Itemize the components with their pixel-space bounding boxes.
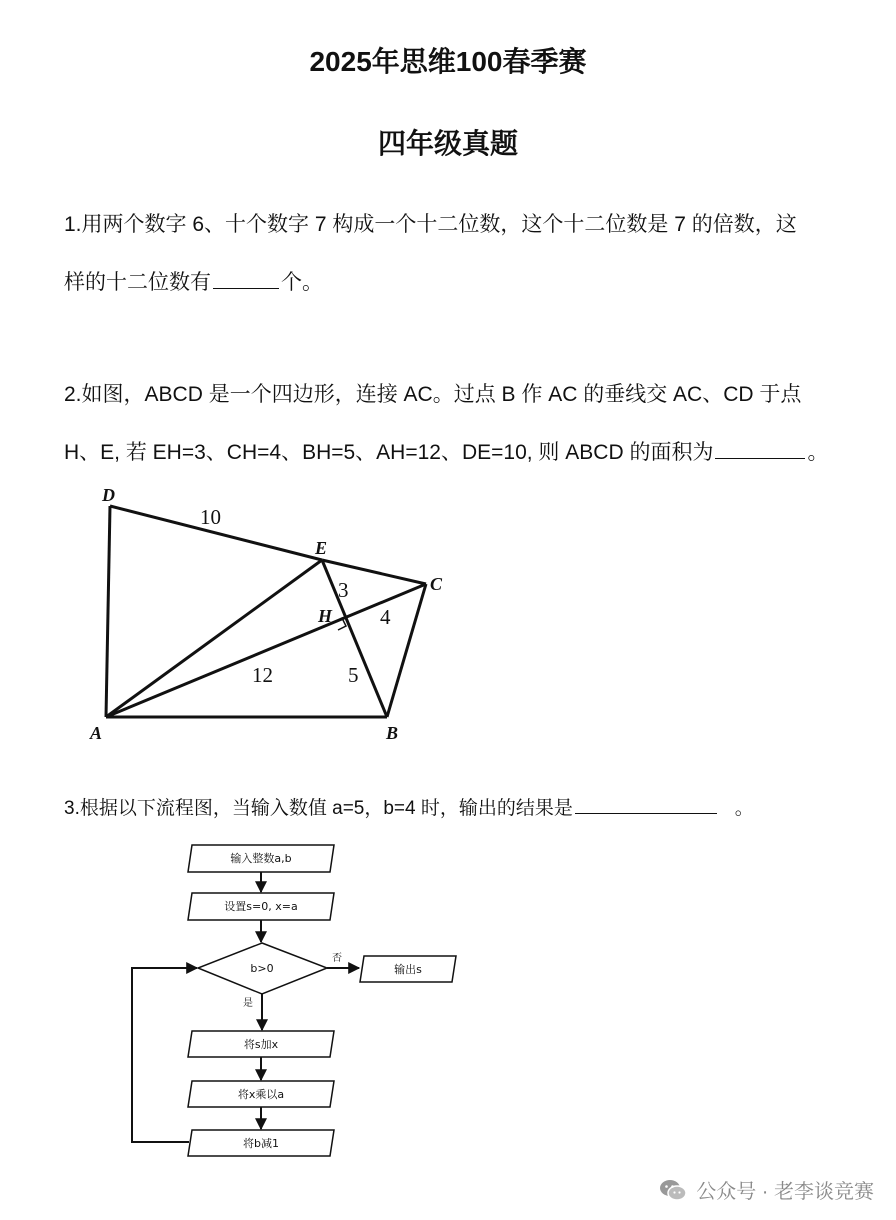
q2-line2-post: 。 bbox=[807, 441, 829, 464]
length-label-CH: 4 bbox=[380, 605, 391, 629]
q3-answer-blank bbox=[575, 793, 717, 814]
q3-text bbox=[64, 793, 754, 820]
flow-yes-label: 是 bbox=[243, 998, 253, 1009]
right-angle-mark bbox=[334, 618, 346, 630]
q3-text-pre: 3.根据以下流程图，当输入数值 a=5，b=4 时，输出的结果是 bbox=[64, 798, 573, 819]
point-label-C: C bbox=[430, 574, 443, 594]
flow-step2-text: 将x乘以a bbox=[237, 1088, 285, 1101]
watermark-text: 公众号 · 老李谈竞赛 bbox=[696, 1181, 874, 1203]
segment-CB bbox=[387, 584, 426, 717]
page-title: 2025年思维100春季赛 bbox=[309, 46, 587, 77]
flow-input-text: 输入整数a,b bbox=[230, 852, 292, 865]
wechat-icon bbox=[658, 1178, 688, 1202]
q3-text-post: 。 bbox=[734, 798, 754, 819]
q1-line1: 1.用两个数字 6、十个数字 7 构成一个十二位数，这个十二位数是 7 的倍数，这 bbox=[64, 213, 797, 236]
q1-line2-post: 个。 bbox=[281, 271, 323, 294]
flowchart bbox=[0, 830, 896, 1170]
q1-line2-pre: 样的十二位数有 bbox=[64, 271, 211, 294]
flow-step3-text: 将b减1 bbox=[243, 1137, 279, 1150]
length-label-AH: 12 bbox=[252, 663, 273, 687]
point-label-H: H bbox=[318, 606, 333, 626]
length-label-EH: 3 bbox=[338, 578, 349, 602]
point-label-B: B bbox=[386, 723, 399, 743]
point-label-A: A bbox=[90, 723, 103, 743]
segment-AE bbox=[106, 560, 322, 717]
flow-loop-back bbox=[132, 968, 197, 1142]
page-subtitle: 四年级真题 bbox=[377, 128, 518, 159]
flow-init-text: 设置s=0, x=a bbox=[224, 900, 298, 913]
segment-EB bbox=[322, 560, 387, 717]
flow-condition-text: b>0 bbox=[250, 962, 274, 975]
watermark bbox=[658, 1175, 874, 1204]
q2-line2-pre: H、E, 若 EH=3、CH=4、BH=5、AH=12、DE=10, 则 ABCD 的面积为 bbox=[64, 441, 714, 464]
point-label-D: D bbox=[102, 485, 115, 505]
point-label-E: E bbox=[315, 538, 328, 558]
segment-AD bbox=[106, 506, 110, 717]
length-label-DE: 10 bbox=[200, 505, 221, 529]
flow-no-label: 否 bbox=[332, 953, 342, 964]
length-label-BH: 5 bbox=[348, 663, 359, 687]
flow-step1-text: 将s加x bbox=[243, 1038, 279, 1051]
flow-output-text: 输出s bbox=[394, 963, 422, 976]
q2-line1: 2.如图，ABCD 是一个四边形，连接 AC。过点 B 作 AC 的垂线交 AC、CD 于点 bbox=[64, 383, 802, 406]
